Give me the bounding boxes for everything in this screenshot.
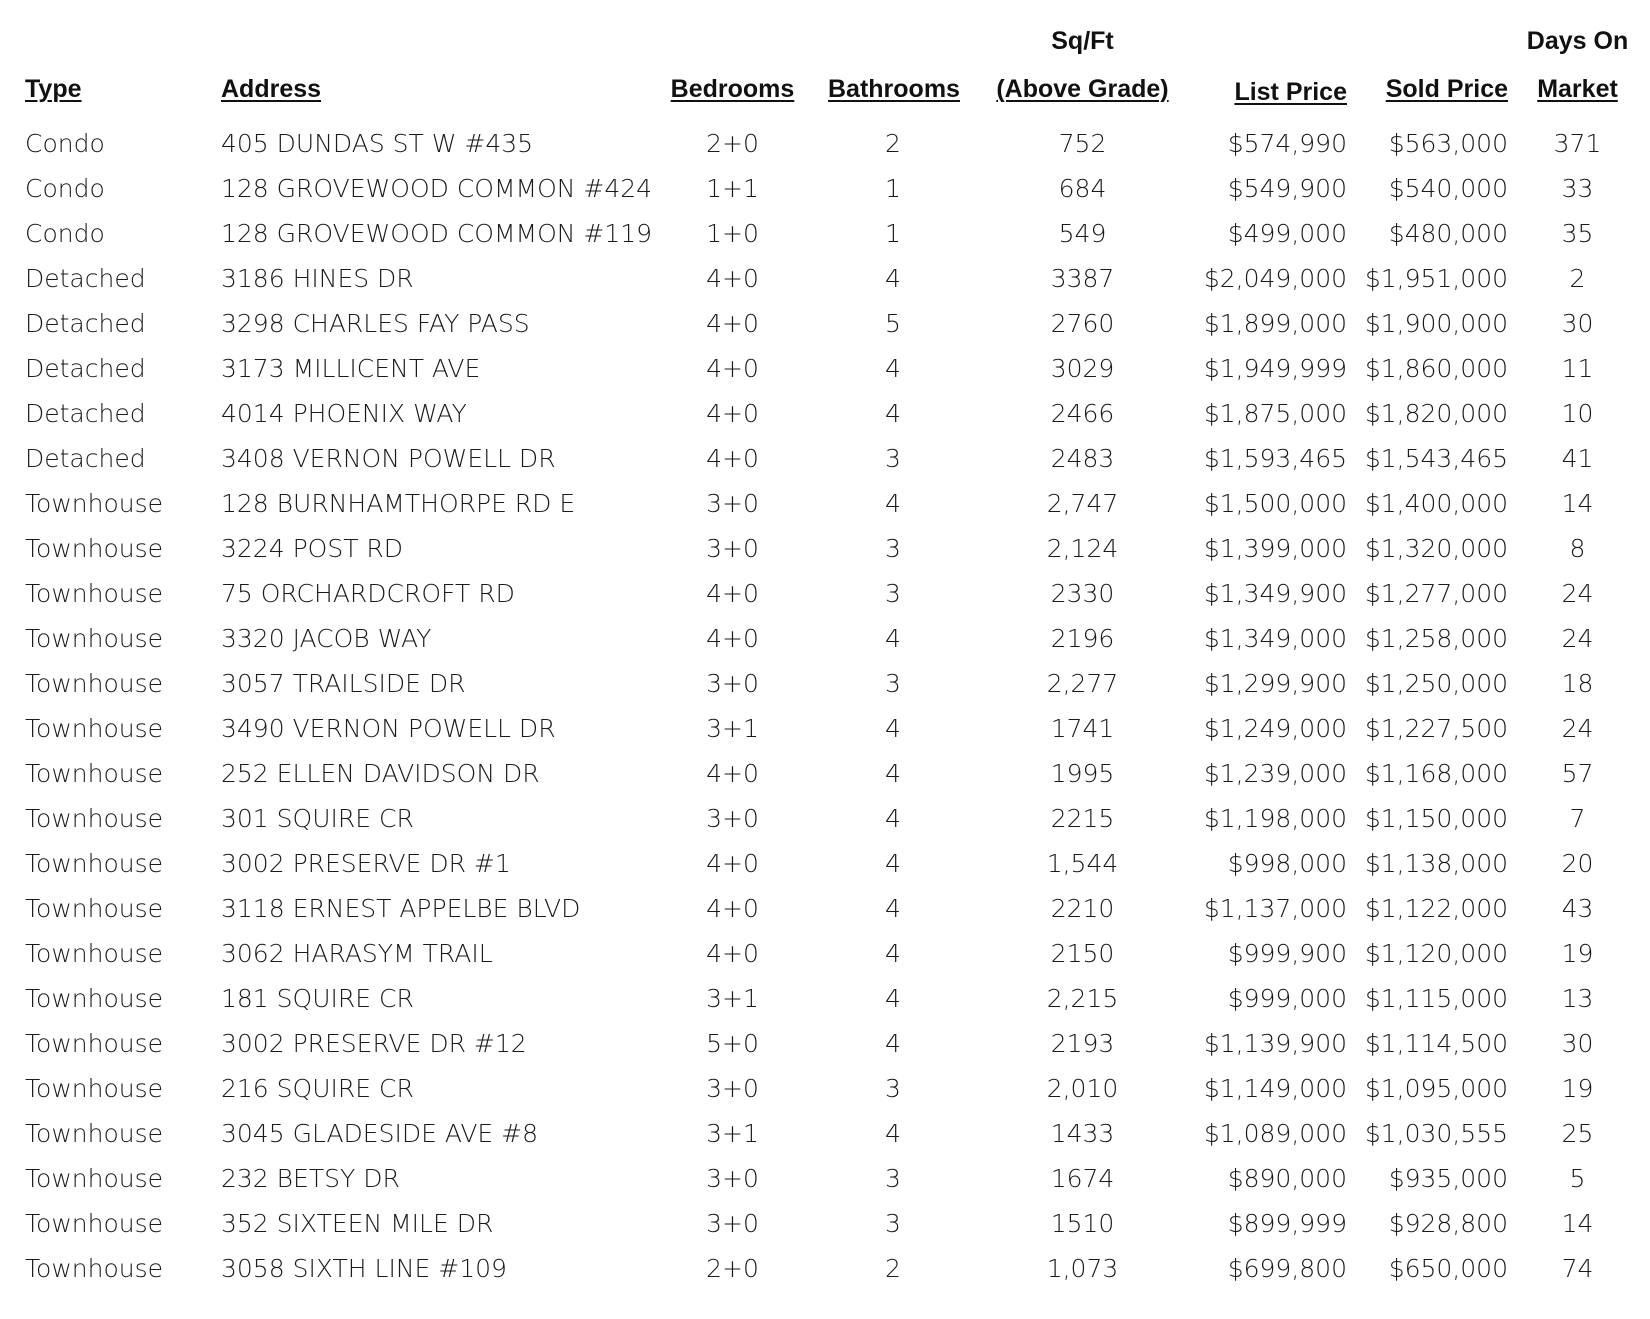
cell-sold-price: $1,543,465 [1364, 444, 1508, 473]
cell-sqft: 3029 [1050, 354, 1115, 383]
cell-bathrooms: 4 [885, 624, 901, 653]
cell-days-on-market: 20 [1561, 849, 1594, 878]
cell-address: 3320 JACOB WAY [221, 624, 432, 653]
cell-bedrooms: 2+0 [706, 129, 759, 158]
cell-bathrooms: 4 [885, 264, 901, 293]
cell-days-on-market: 30 [1561, 309, 1594, 338]
cell-list-price: $1,089,000 [1203, 1119, 1347, 1148]
cell-bathrooms: 3 [885, 579, 901, 608]
cell-type: Townhouse [25, 1119, 164, 1148]
cell-bedrooms: 4+0 [706, 399, 759, 428]
cell-type: Detached [25, 399, 146, 428]
cell-type: Townhouse [25, 1074, 164, 1103]
cell-address: 3490 VERNON POWELL DR [221, 714, 556, 743]
cell-sqft: 2,215 [1046, 984, 1119, 1013]
cell-type: Townhouse [25, 669, 164, 698]
cell-days-on-market: 11 [1561, 354, 1594, 383]
cell-bedrooms: 4+0 [706, 759, 759, 788]
cell-bedrooms: 3+0 [706, 804, 759, 833]
cell-bedrooms: 3+0 [706, 1209, 759, 1238]
cell-sqft: 549 [1058, 219, 1107, 248]
cell-sold-price: $563,000 [1388, 129, 1508, 158]
cell-address: 128 GROVEWOOD COMMON #424 [221, 174, 653, 203]
cell-bedrooms: 3+1 [706, 1119, 759, 1148]
cell-sold-price: $1,860,000 [1364, 354, 1508, 383]
cell-bedrooms: 2+0 [706, 1254, 759, 1283]
cell-address: 181 SQUIRE CR [221, 984, 414, 1013]
cell-sold-price: $1,900,000 [1364, 309, 1508, 338]
cell-bedrooms: 4+0 [706, 444, 759, 473]
cell-type: Townhouse [25, 1164, 164, 1193]
cell-bathrooms: 1 [885, 219, 901, 248]
cell-sold-price: $650,000 [1388, 1254, 1508, 1283]
table-row [0, 571, 1650, 616]
cell-address: 3058 SIXTH LINE #109 [221, 1254, 507, 1283]
cell-sold-price: $1,122,000 [1364, 894, 1508, 923]
cell-bathrooms: 4 [885, 759, 901, 788]
cell-bedrooms: 3+0 [706, 534, 759, 563]
cell-type: Townhouse [25, 489, 164, 518]
table-row [0, 661, 1650, 706]
cell-address: 252 ELLEN DAVIDSON DR [221, 759, 540, 788]
cell-bathrooms: 4 [885, 804, 901, 833]
table-row [0, 886, 1650, 931]
cell-address: 352 SIXTEEN MILE DR [221, 1209, 494, 1238]
header-list-price: List Price [1234, 78, 1347, 106]
cell-type: Townhouse [25, 759, 164, 788]
cell-sqft: 2215 [1050, 804, 1115, 833]
table-row [0, 796, 1650, 841]
cell-days-on-market: 18 [1561, 669, 1594, 698]
cell-list-price: $1,875,000 [1203, 399, 1347, 428]
cell-bedrooms: 4+0 [706, 309, 759, 338]
table-row [0, 481, 1650, 526]
cell-bathrooms: 3 [885, 444, 901, 473]
cell-sold-price: $1,114,500 [1364, 1029, 1508, 1058]
cell-address: 128 BURNHAMTHORPE RD E [221, 489, 576, 518]
cell-sold-price: $935,000 [1388, 1164, 1508, 1193]
cell-days-on-market: 8 [1569, 534, 1586, 563]
cell-list-price: $899,999 [1227, 1209, 1347, 1238]
cell-bathrooms: 3 [885, 669, 901, 698]
cell-type: Detached [25, 264, 146, 293]
cell-list-price: $1,249,000 [1203, 714, 1347, 743]
cell-address: 3002 PRESERVE DR #1 [221, 849, 511, 878]
cell-bedrooms: 1+0 [706, 219, 759, 248]
cell-bathrooms: 4 [885, 354, 901, 383]
cell-sqft: 2150 [1050, 939, 1115, 968]
table-row [0, 841, 1650, 886]
header-type: Type [25, 75, 82, 103]
cell-list-price: $1,299,900 [1203, 669, 1347, 698]
cell-list-price: $2,049,000 [1203, 264, 1347, 293]
cell-address: 75 ORCHARDCROFT RD [221, 579, 515, 608]
cell-bathrooms: 4 [885, 894, 901, 923]
table-row [0, 391, 1650, 436]
cell-bedrooms: 4+0 [706, 849, 759, 878]
cell-bathrooms: 1 [885, 174, 901, 203]
cell-bedrooms: 4+0 [706, 579, 759, 608]
cell-days-on-market: 25 [1561, 1119, 1594, 1148]
cell-sold-price: $1,320,000 [1364, 534, 1508, 563]
cell-list-price: $890,000 [1227, 1164, 1347, 1193]
cell-sold-price: $1,951,000 [1364, 264, 1508, 293]
cell-sqft: 2196 [1050, 624, 1115, 653]
header-days-line2: Market [1537, 75, 1618, 103]
cell-sqft: 2193 [1050, 1029, 1115, 1058]
cell-sqft: 1,073 [1046, 1254, 1119, 1283]
table-row [0, 301, 1650, 346]
cell-bedrooms: 4+0 [706, 939, 759, 968]
cell-days-on-market: 2 [1569, 264, 1586, 293]
cell-type: Condo [25, 174, 105, 203]
cell-address: 3173 MILLICENT AVE [221, 354, 481, 383]
cell-sold-price: $1,820,000 [1364, 399, 1508, 428]
cell-list-price: $1,593,465 [1203, 444, 1347, 473]
cell-days-on-market: 30 [1561, 1029, 1594, 1058]
cell-sold-price: $1,277,000 [1364, 579, 1508, 608]
cell-bathrooms: 4 [885, 1029, 901, 1058]
cell-sold-price: $1,138,000 [1364, 849, 1508, 878]
cell-days-on-market: 13 [1561, 984, 1594, 1013]
cell-type: Townhouse [25, 849, 164, 878]
cell-type: Townhouse [25, 1029, 164, 1058]
header-days-line1: Days On [1526, 27, 1629, 55]
cell-bathrooms: 2 [885, 129, 901, 158]
cell-bedrooms: 4+0 [706, 624, 759, 653]
cell-sold-price: $1,168,000 [1364, 759, 1508, 788]
cell-days-on-market: 35 [1561, 219, 1594, 248]
table-row [0, 1156, 1650, 1201]
cell-address: 301 SQUIRE CR [221, 804, 414, 833]
cell-days-on-market: 43 [1561, 894, 1594, 923]
cell-type: Townhouse [25, 939, 164, 968]
cell-sold-price: $480,000 [1388, 219, 1508, 248]
table-row [0, 931, 1650, 976]
cell-list-price: $998,000 [1227, 849, 1347, 878]
cell-list-price: $574,990 [1227, 129, 1347, 158]
cell-type: Townhouse [25, 624, 164, 653]
cell-address: 3408 VERNON POWELL DR [221, 444, 556, 473]
cell-sqft: 2483 [1050, 444, 1115, 473]
cell-days-on-market: 5 [1569, 1164, 1586, 1193]
cell-sqft: 2330 [1050, 579, 1115, 608]
cell-sqft: 2466 [1050, 399, 1115, 428]
cell-address: 3186 HINES DR [221, 264, 414, 293]
cell-list-price: $1,139,900 [1203, 1029, 1347, 1058]
cell-sold-price: $540,000 [1388, 174, 1508, 203]
cell-days-on-market: 33 [1561, 174, 1594, 203]
cell-address: 3057 TRAILSIDE DR [221, 669, 466, 698]
cell-address: 216 SQUIRE CR [221, 1074, 414, 1103]
cell-address: 3224 POST RD [221, 534, 404, 563]
cell-bathrooms: 4 [885, 489, 901, 518]
cell-sqft: 1,544 [1046, 849, 1119, 878]
cell-list-price: $999,000 [1227, 984, 1347, 1013]
table-row [0, 526, 1650, 571]
cell-sqft: 684 [1058, 174, 1107, 203]
cell-list-price: $1,137,000 [1203, 894, 1347, 923]
header-bathrooms: Bathrooms [828, 75, 960, 103]
cell-bedrooms: 3+1 [706, 984, 759, 1013]
table-row [0, 121, 1650, 166]
cell-sqft: 2210 [1050, 894, 1115, 923]
cell-type: Townhouse [25, 1254, 164, 1283]
cell-bathrooms: 4 [885, 714, 901, 743]
cell-bedrooms: 3+0 [706, 489, 759, 518]
table-row [0, 436, 1650, 481]
table-row [0, 1021, 1650, 1066]
cell-list-price: $999,900 [1227, 939, 1347, 968]
table-row [0, 1066, 1650, 1111]
header-bedrooms: Bedrooms [670, 75, 795, 103]
table-row [0, 256, 1650, 301]
cell-sold-price: $1,030,555 [1364, 1119, 1508, 1148]
cell-type: Townhouse [25, 579, 164, 608]
cell-sqft: 2,747 [1046, 489, 1119, 518]
cell-sqft: 3387 [1050, 264, 1115, 293]
table-row [0, 706, 1650, 751]
cell-type: Detached [25, 354, 146, 383]
cell-list-price: $1,399,000 [1203, 534, 1347, 563]
cell-list-price: $549,900 [1227, 174, 1347, 203]
cell-bathrooms: 3 [885, 1074, 901, 1103]
cell-list-price: $1,149,000 [1203, 1074, 1347, 1103]
cell-bedrooms: 3+0 [706, 669, 759, 698]
cell-sqft: 752 [1058, 129, 1107, 158]
cell-bathrooms: 4 [885, 939, 901, 968]
cell-sold-price: $1,115,000 [1364, 984, 1508, 1013]
cell-sold-price: $1,400,000 [1364, 489, 1508, 518]
cell-sqft: 2,277 [1046, 669, 1119, 698]
cell-list-price: $1,500,000 [1203, 489, 1347, 518]
cell-bathrooms: 4 [885, 399, 901, 428]
cell-days-on-market: 7 [1569, 804, 1586, 833]
cell-bedrooms: 5+0 [706, 1029, 759, 1058]
cell-address: 4014 PHOENIX WAY [221, 399, 467, 428]
cell-bedrooms: 3+0 [706, 1164, 759, 1193]
cell-bedrooms: 4+0 [706, 264, 759, 293]
cell-sqft: 1510 [1050, 1209, 1115, 1238]
cell-days-on-market: 10 [1561, 399, 1594, 428]
cell-address: 232 BETSY DR [221, 1164, 400, 1193]
cell-days-on-market: 14 [1561, 489, 1594, 518]
cell-bedrooms: 4+0 [706, 894, 759, 923]
cell-type: Detached [25, 309, 146, 338]
header-sqft-line1: Sq/Ft [1051, 27, 1114, 55]
cell-bathrooms: 4 [885, 1119, 901, 1148]
cell-type: Townhouse [25, 1209, 164, 1238]
table-row [0, 166, 1650, 211]
cell-type: Townhouse [25, 984, 164, 1013]
cell-sqft: 1995 [1050, 759, 1115, 788]
cell-days-on-market: 41 [1561, 444, 1594, 473]
cell-sold-price: $928,800 [1388, 1209, 1508, 1238]
table-row [0, 346, 1650, 391]
cell-days-on-market: 19 [1561, 1074, 1594, 1103]
cell-sqft: 1741 [1050, 714, 1115, 743]
header-sqft-line2: (Above Grade) [996, 75, 1169, 103]
table-row [0, 1111, 1650, 1156]
cell-sold-price: $1,258,000 [1364, 624, 1508, 653]
table-row [0, 976, 1650, 1021]
cell-bedrooms: 3+1 [706, 714, 759, 743]
cell-bathrooms: 3 [885, 534, 901, 563]
cell-list-price: $1,239,000 [1203, 759, 1347, 788]
cell-days-on-market: 24 [1561, 579, 1594, 608]
cell-bedrooms: 4+0 [706, 354, 759, 383]
cell-sqft: 2,124 [1046, 534, 1119, 563]
table-row [0, 1201, 1650, 1246]
cell-list-price: $699,800 [1227, 1254, 1347, 1283]
cell-type: Condo [25, 219, 105, 248]
cell-address: 3002 PRESERVE DR #12 [221, 1029, 527, 1058]
cell-list-price: $1,949,999 [1203, 354, 1347, 383]
cell-list-price: $1,349,000 [1203, 624, 1347, 653]
header-address: Address [221, 75, 322, 103]
cell-bathrooms: 5 [885, 309, 901, 338]
cell-address: 3298 CHARLES FAY PASS [221, 309, 530, 338]
cell-list-price: $1,349,900 [1203, 579, 1347, 608]
cell-bathrooms: 3 [885, 1209, 901, 1238]
table-row [0, 616, 1650, 661]
cell-list-price: $499,000 [1227, 219, 1347, 248]
cell-days-on-market: 57 [1561, 759, 1594, 788]
cell-bathrooms: 2 [885, 1254, 901, 1283]
cell-bathrooms: 3 [885, 1164, 901, 1193]
cell-days-on-market: 371 [1553, 129, 1602, 158]
header-sold-price: Sold Price [1385, 75, 1508, 103]
cell-sold-price: $1,150,000 [1364, 804, 1508, 833]
cell-address: 128 GROVEWOOD COMMON #119 [221, 219, 653, 248]
cell-list-price: $1,899,000 [1203, 309, 1347, 338]
cell-bedrooms: 3+0 [706, 1074, 759, 1103]
cell-type: Condo [25, 129, 105, 158]
cell-sold-price: $1,095,000 [1364, 1074, 1508, 1103]
cell-sold-price: $1,120,000 [1364, 939, 1508, 968]
cell-type: Townhouse [25, 714, 164, 743]
cell-days-on-market: 74 [1561, 1254, 1594, 1283]
cell-days-on-market: 24 [1561, 714, 1594, 743]
cell-days-on-market: 14 [1561, 1209, 1594, 1238]
cell-sold-price: $1,250,000 [1364, 669, 1508, 698]
cell-address: 405 DUNDAS ST W #435 [221, 129, 534, 158]
cell-type: Detached [25, 444, 146, 473]
table-row [0, 211, 1650, 256]
cell-sqft: 1433 [1050, 1119, 1115, 1148]
cell-sqft: 2,010 [1046, 1074, 1119, 1103]
table-row [0, 751, 1650, 796]
table-row [0, 1246, 1650, 1291]
cell-bathrooms: 4 [885, 849, 901, 878]
cell-bathrooms: 4 [885, 984, 901, 1013]
cell-address: 3045 GLADESIDE AVE #8 [221, 1119, 539, 1148]
cell-type: Townhouse [25, 534, 164, 563]
cell-address: 3062 HARASYM TRAIL [221, 939, 493, 968]
cell-sold-price: $1,227,500 [1364, 714, 1508, 743]
cell-sqft: 2760 [1050, 309, 1115, 338]
cell-sqft: 1674 [1050, 1164, 1115, 1193]
cell-days-on-market: 24 [1561, 624, 1594, 653]
cell-bedrooms: 1+1 [706, 174, 759, 203]
cell-list-price: $1,198,000 [1203, 804, 1347, 833]
cell-type: Townhouse [25, 804, 164, 833]
cell-address: 3118 ERNEST APPELBE BLVD [221, 894, 581, 923]
cell-days-on-market: 19 [1561, 939, 1594, 968]
cell-type: Townhouse [25, 894, 164, 923]
